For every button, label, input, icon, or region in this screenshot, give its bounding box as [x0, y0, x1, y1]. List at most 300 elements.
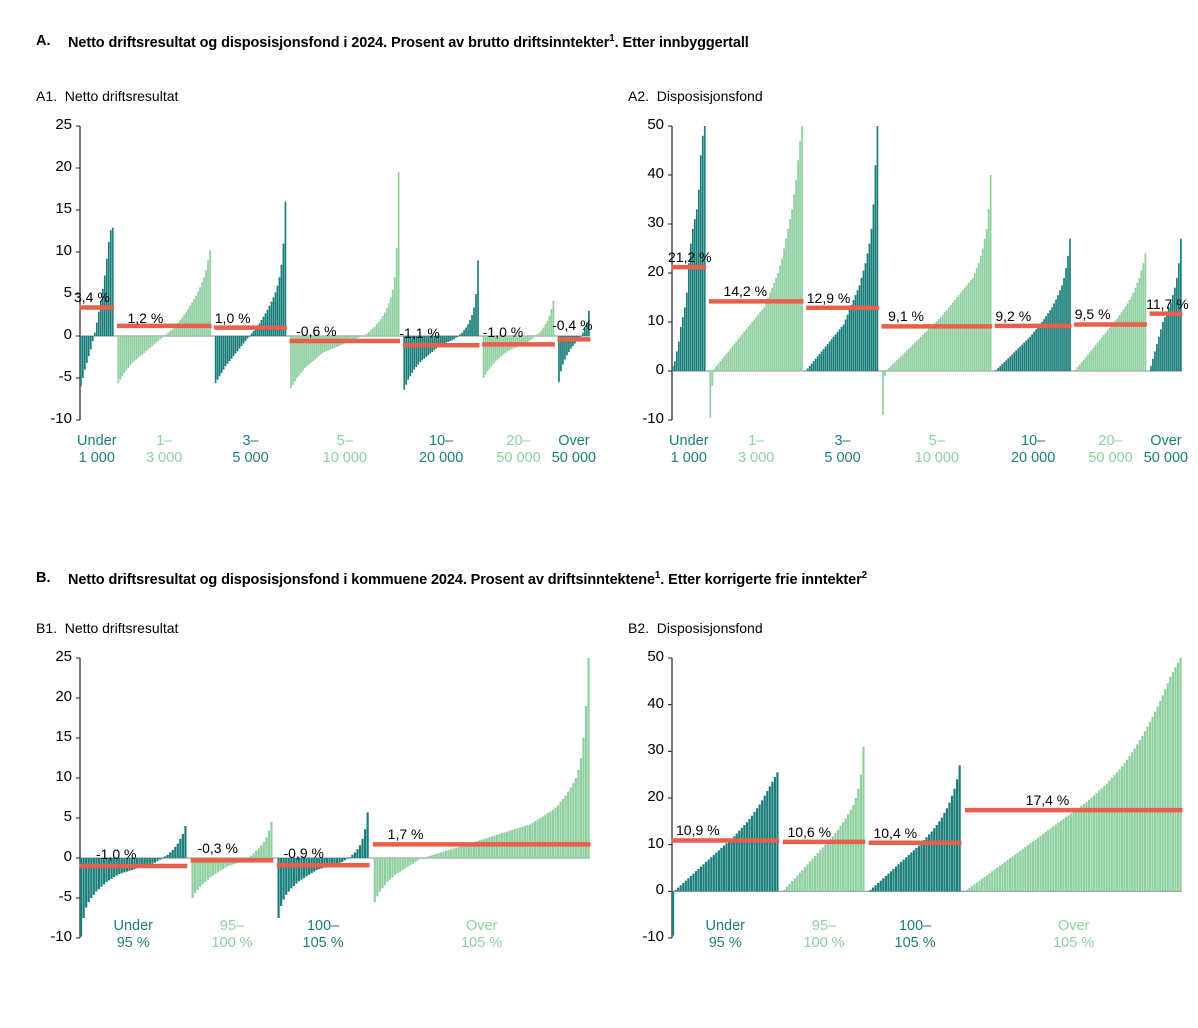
bar [1097, 343, 1099, 371]
bar [533, 336, 535, 338]
bar [765, 302, 767, 371]
bar [920, 843, 922, 892]
bar [1039, 324, 1041, 371]
bar [941, 818, 943, 892]
bar [425, 857, 427, 858]
bar [1127, 303, 1129, 371]
bar [219, 336, 221, 376]
bar [1051, 307, 1053, 371]
bar [725, 354, 727, 371]
bar [1045, 832, 1047, 891]
bar [948, 803, 950, 892]
panel-a2-title [628, 88, 763, 104]
bar [179, 839, 181, 858]
bar [129, 336, 131, 365]
bar [731, 839, 733, 892]
group-label: Over 50 000 [1143, 433, 1189, 466]
bar [414, 858, 416, 862]
bar [1151, 717, 1153, 892]
bar [270, 822, 272, 858]
bar [719, 361, 721, 371]
mean-value-label: -1,1 % [399, 325, 440, 342]
bar [1033, 332, 1035, 371]
bar [95, 858, 97, 892]
bar [1129, 300, 1131, 371]
bar [247, 857, 249, 858]
bar [807, 369, 809, 371]
group-label: Under 1 000 [77, 433, 117, 466]
bar [1095, 793, 1097, 891]
y-axis-tick-label: 20 [55, 688, 72, 705]
bar [946, 310, 948, 371]
bar [751, 322, 753, 371]
bar [147, 336, 149, 349]
bar [717, 364, 719, 371]
panel-b2-text: Disposisjonsfond [656, 620, 763, 636]
bar [467, 324, 469, 336]
bar [557, 805, 559, 858]
bar [169, 331, 171, 336]
bar [388, 303, 390, 336]
bar [952, 302, 954, 371]
bar [394, 277, 396, 336]
bar [674, 361, 676, 371]
bar [1075, 370, 1077, 371]
bar [235, 336, 237, 354]
bar [795, 180, 797, 371]
bar [677, 888, 679, 892]
bar [90, 336, 92, 349]
bar [775, 278, 777, 371]
bar [959, 765, 961, 891]
bar [953, 789, 955, 892]
bar [285, 202, 287, 336]
bar [542, 816, 544, 858]
bar [356, 849, 358, 858]
bar [368, 332, 370, 336]
bar [1031, 334, 1033, 371]
bar [1065, 268, 1067, 371]
bar [1103, 335, 1105, 371]
bar [1001, 364, 1003, 371]
bar [994, 869, 996, 891]
group-label: 10– 20 000 [418, 433, 464, 466]
bar [711, 371, 713, 386]
bar [1088, 800, 1090, 891]
bar [366, 333, 368, 336]
bar [1041, 322, 1043, 371]
bar [159, 858, 161, 860]
bar [1085, 357, 1087, 371]
bar [149, 858, 151, 864]
bar [896, 360, 898, 371]
y-axis-tick-label: 10 [55, 768, 72, 785]
mean-value-label: -0,6 % [296, 323, 337, 340]
bar [950, 305, 952, 371]
bar [753, 812, 755, 891]
bar [374, 858, 376, 902]
bar [759, 805, 761, 892]
bar [905, 857, 907, 891]
bar [251, 333, 253, 336]
bar [912, 345, 914, 371]
bar [930, 327, 932, 371]
y-axis-tick-label: 5 [63, 284, 72, 301]
mean-value-label: 10,9 % [676, 822, 720, 839]
bar [587, 658, 589, 858]
bar [265, 313, 267, 336]
bar [1167, 683, 1169, 891]
bar [1023, 343, 1025, 371]
bar [370, 330, 372, 336]
group-label: Under 95 % [113, 918, 153, 951]
bar [771, 782, 773, 892]
bar [221, 336, 223, 373]
bar [924, 333, 926, 371]
bar [1143, 263, 1145, 371]
bar [1169, 677, 1171, 892]
bar [753, 320, 755, 371]
bar [258, 848, 260, 858]
bar [174, 847, 176, 858]
bar [157, 336, 159, 341]
bar [708, 860, 710, 892]
bar [743, 332, 745, 371]
bar [971, 886, 973, 891]
bar [697, 869, 699, 891]
bar [710, 857, 712, 891]
bar [1029, 337, 1031, 371]
bar [184, 826, 186, 858]
bar [169, 852, 171, 858]
bar [1067, 256, 1069, 371]
bar [988, 209, 990, 371]
y-axis-tick-label: 20 [55, 158, 72, 175]
bar [1009, 858, 1011, 891]
bar [680, 327, 682, 371]
bar [153, 336, 155, 344]
section-a-title [68, 33, 749, 51]
bar [815, 359, 817, 371]
bar [1017, 853, 1019, 892]
bar [996, 868, 998, 892]
bar [1106, 784, 1108, 892]
bar [137, 336, 139, 358]
bar [271, 302, 273, 336]
bar [1154, 351, 1156, 371]
bar [94, 333, 96, 336]
bar [1098, 791, 1100, 892]
group-label: 5– 10 000 [914, 433, 959, 466]
bar [182, 834, 184, 858]
mean-value-label: -0,9 % [283, 845, 324, 862]
bar [191, 302, 193, 336]
bar [1176, 278, 1178, 371]
bar [341, 858, 343, 862]
bar [713, 369, 715, 371]
bar [250, 856, 252, 858]
bar [1179, 658, 1181, 891]
y-axis-tick-label: -10 [50, 410, 72, 427]
chart-a1 [36, 118, 596, 498]
bar [837, 830, 839, 892]
y-axis-tick-label: 50 [647, 116, 664, 133]
bar [825, 347, 827, 372]
bar [1019, 347, 1021, 372]
bar [567, 792, 569, 858]
bar [117, 336, 119, 383]
bar [1093, 347, 1095, 371]
bar [461, 333, 463, 336]
bar [465, 328, 467, 336]
bar [1057, 295, 1059, 371]
bar [451, 336, 453, 340]
bar [892, 364, 894, 371]
bar [687, 878, 689, 891]
bar [737, 339, 739, 371]
bar [241, 336, 243, 346]
bar [817, 356, 819, 371]
bar [1083, 360, 1085, 371]
bar [1141, 736, 1143, 891]
bar [237, 336, 239, 351]
chart-a2 [628, 118, 1188, 498]
bar [867, 253, 869, 371]
bar [292, 336, 294, 385]
bar [534, 821, 536, 858]
bar [437, 853, 439, 858]
bar [247, 336, 249, 339]
bar [554, 808, 556, 858]
bar [1131, 752, 1133, 891]
bar [543, 328, 545, 336]
bar [824, 845, 826, 892]
bar [407, 858, 409, 867]
bar [1055, 299, 1057, 371]
bar [217, 336, 219, 380]
bar [1039, 836, 1041, 892]
bar [779, 266, 781, 371]
section-b-title-text-mid: . Etter korrigerte frie inntekter [660, 571, 862, 588]
bar [1047, 830, 1049, 891]
bar [1024, 847, 1026, 891]
bar [110, 230, 112, 336]
bar [1111, 778, 1113, 891]
bar [488, 837, 490, 858]
bar [908, 855, 910, 891]
bar [1042, 834, 1044, 891]
mean-value-label: 1,7 % [387, 826, 424, 843]
panel-b1-label: B1. [36, 620, 58, 636]
bar [155, 336, 157, 343]
bar [747, 327, 749, 371]
bar [397, 858, 399, 873]
bar [991, 871, 993, 891]
bar [1150, 366, 1152, 371]
bar [859, 285, 861, 371]
bar [794, 878, 796, 891]
bar [1118, 770, 1120, 892]
group-label: 10– 20 000 [1010, 433, 1056, 466]
bar [897, 864, 899, 891]
bar [786, 887, 788, 892]
bar [361, 839, 363, 858]
bar [819, 354, 821, 371]
group-label: 20– 50 000 [496, 433, 541, 466]
bar [123, 336, 125, 373]
panel-a1-text: Netto driftsresultat [64, 88, 179, 104]
bar [172, 850, 174, 858]
bar [1037, 327, 1039, 371]
bar [360, 336, 362, 337]
bar [545, 324, 547, 336]
bar [295, 858, 297, 884]
bar [756, 808, 758, 891]
bar [1099, 340, 1101, 371]
bar [1125, 306, 1127, 371]
bar [529, 824, 531, 858]
bar [845, 819, 847, 892]
bar [1123, 309, 1125, 371]
bar [1077, 367, 1079, 371]
bar [1085, 802, 1087, 891]
bar [851, 305, 853, 371]
bar [394, 858, 396, 875]
plot-area-b1 [36, 650, 596, 1010]
bar [731, 347, 733, 372]
bar [882, 878, 884, 891]
bar [253, 331, 255, 336]
bar [260, 845, 262, 858]
bar [863, 271, 865, 371]
bar [962, 290, 964, 371]
bar [177, 844, 179, 858]
bar [268, 831, 270, 858]
bar [833, 337, 835, 371]
bar [1133, 293, 1135, 371]
bar [463, 330, 465, 336]
bar [1113, 323, 1115, 371]
bar [713, 855, 715, 891]
bar [267, 310, 269, 336]
bar [493, 836, 495, 858]
bar [526, 825, 528, 858]
bar [960, 293, 962, 371]
bar [743, 825, 745, 891]
bar [82, 336, 84, 378]
bar [544, 815, 546, 858]
bar [1027, 339, 1029, 371]
bar [1095, 345, 1097, 371]
group-label: 3– 5 000 [824, 433, 861, 466]
bar [364, 335, 366, 336]
bar [684, 307, 686, 371]
bar [1019, 851, 1021, 892]
bar [1014, 854, 1016, 891]
bar [853, 300, 855, 371]
bar [154, 858, 156, 863]
bar [227, 336, 229, 364]
bar [531, 823, 533, 858]
bar [167, 855, 169, 858]
bar [873, 204, 875, 371]
bar [739, 337, 741, 371]
bar [243, 336, 245, 344]
bar [783, 889, 785, 891]
bar [698, 190, 700, 371]
bar [1060, 821, 1062, 891]
bar [877, 883, 879, 891]
bar [445, 336, 447, 343]
bar [819, 850, 821, 891]
bar [875, 885, 877, 891]
bar [843, 324, 845, 371]
bar [1164, 317, 1166, 371]
bar [682, 883, 684, 891]
bar [1111, 325, 1113, 371]
bar [1126, 760, 1128, 892]
bar [676, 351, 678, 371]
bar [942, 315, 944, 371]
bar [857, 290, 859, 371]
bar [913, 850, 915, 891]
group-label: 1– 3 000 [738, 433, 775, 466]
bar [265, 837, 267, 858]
bar [982, 249, 984, 372]
bar [372, 328, 374, 336]
bar [1007, 358, 1009, 371]
bar [1101, 338, 1103, 371]
bar [723, 356, 725, 371]
mean-value-label: 9,1 % [888, 308, 924, 325]
group-label: Under 95 % [705, 918, 745, 951]
bar [473, 307, 475, 336]
bar [733, 836, 735, 891]
bar [194, 858, 196, 893]
section-b-title [68, 570, 867, 588]
bar [1129, 756, 1131, 891]
bar [374, 327, 376, 336]
bar [98, 312, 100, 336]
bar [398, 172, 400, 336]
bar [776, 772, 778, 891]
bar [672, 366, 674, 371]
bar [973, 884, 975, 891]
bar [1037, 838, 1039, 892]
bar [1017, 348, 1019, 371]
bar [827, 344, 829, 371]
mean-value-label: 10,6 % [787, 823, 832, 840]
bar [1083, 804, 1085, 891]
bar [773, 283, 775, 371]
bar [923, 840, 925, 891]
mean-value-label: 14,2 % [723, 283, 768, 300]
bar [920, 337, 922, 371]
bar [376, 858, 378, 896]
y-axis-tick-label: 15 [55, 200, 72, 217]
bar [1177, 663, 1179, 892]
group-label: Over 105 % [1053, 918, 1095, 951]
bar [757, 315, 759, 371]
bar [741, 828, 743, 891]
bar [902, 354, 904, 371]
group-label: 1– 3 000 [146, 433, 183, 466]
bar [875, 165, 877, 371]
bar [119, 336, 121, 380]
bar [1075, 810, 1077, 892]
bar [774, 777, 776, 891]
bar [346, 858, 348, 859]
